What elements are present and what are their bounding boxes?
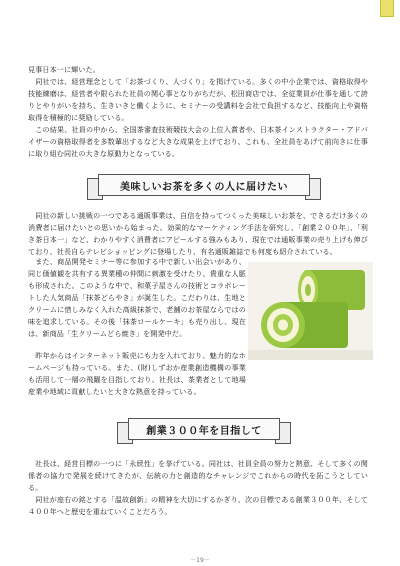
- page-number: －19－: [190, 557, 210, 564]
- section-heading-ribbon: [128, 418, 280, 440]
- page-tab-marker: [380, 0, 394, 17]
- intro-paragraph: 見事日本一に輝いた。 同社では、経営理念として「お茶づくり、人づくり」を掲げている。多くの中小企業では、資格取得や技能練磨は、経営者や限られた社員の関心事となりがちだが、松田商店では、全従業員が仕事を通して誇りとやりがいを持ち、生きいきと働くように、セミナーの受講料を会社で負担するなど、技能向上や資格取得を積極的に奨励している。 この結果、社員の中から、全国茶審査技術競技大会の上位入賞者や、日本茶インストラクター・アドバイザーの資格取得者を多数輩出するなど大きな成果を上げており、これも、全社員をあげて前向きに仕事に取り組む同社の大きな原動力となっている。: [28, 65, 368, 158]
- future-paragraph: 社長は、経営目標の一つに「永続性」を挙げている。同社は、社員全員の努力と熱意、そして多くの関係者の協力で発展を続けてきたが、伝統の力と創造的なチャレンジでこれからの時代を拓こうとしている。 同社が座右の銘とする「温故創新」の精神を大切にするかぎり、次の目標である創業３００年、そして４００年へと歴史を重ねていくことだろう。: [28, 459, 368, 516]
- section-heading-future: 創業３００年を目指して: [146, 425, 262, 437]
- product-paragraph: また、商品開発セミナー等に参加する中で新しい出会いがあり、同じ価値観を共有する異業種の仲間に刺激を受けたり、貴重な人脈も形成された。このような中で、和菓子屋さんの技術とコラボレートした人気商品「抹茶どらやき」が誕生した。こだわりは、生地とクリームに惜しみなく入れた高級抹茶で、老舗のお茶屋ならではの味を追求している。その後「抹茶ロールケーキ」も売り出し、現在は、新商品「生クリームどら焼き」を開発中だ。: [28, 257, 246, 338]
- online-paragraph: 昨年からはインターネット販売にも力を入れており、魅力的なホームページも持っている。また、(財)しずおか産業創造機構の事業も活用して一層の飛躍を目指しており、社長は、茶業者として地場産業や地域に貢献したいと大きな熱意を持っている。: [28, 351, 246, 396]
- sales-paragraph: 同社の新しい挑戦の一つである通販事業は、自信を持ってつくった美味しいお茶を、できるだけ多くの消費者に届けたいとの思いから始まった。効果的なマーケティング手法を研究し、「創業２００年」、「利き茶日本一」など、わかりやすく消費者にアピールする強みもあり、現在では通販事業の売り上げも伸びており、社長自らテレビショッピングに登場したり、有名通販雑誌でも何度も紹介されている。: [28, 211, 368, 256]
- matcha-roll-cake-image: [248, 262, 373, 360]
- front-roll-slice: [261, 302, 348, 348]
- section-heading-ribbon: [98, 174, 310, 196]
- section-heading-sales: 美味しいお茶を多くの人に届けたい: [120, 181, 288, 193]
